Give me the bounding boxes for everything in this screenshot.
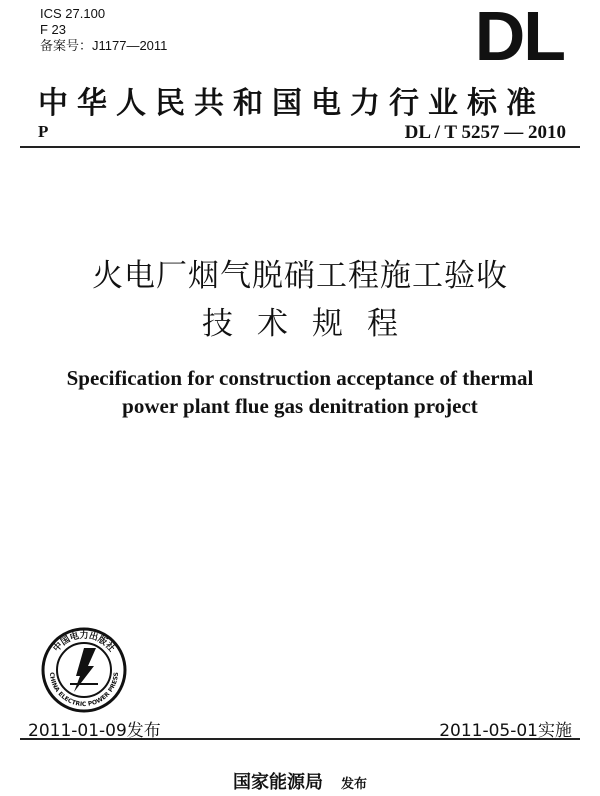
publisher-name: 国家能源局	[232, 772, 323, 793]
english-title-line-1: Specification for construction acceptance of thermal	[66, 366, 534, 390]
record-number: 备案号：J1177—2011	[40, 38, 168, 53]
svg-text:CHINA ELECTRIC POWER PRESS: CHINA ELECTRIC POWER PRESS	[47, 671, 121, 709]
implementation-date: 2011-05-01实施	[439, 721, 572, 741]
dl-logo: DL	[474, 0, 564, 75]
category-code: P	[38, 122, 49, 141]
publisher-seal-icon	[40, 626, 128, 714]
ccs-code: F 23	[40, 22, 67, 37]
svg-text:中国电力出版社: 中国电力出版社	[51, 631, 117, 655]
industry-standard-title: 中华人民共和国电力行业标准	[38, 86, 545, 121]
chinese-title-line-2: 技术规程	[202, 306, 422, 342]
ics-code: ICS 27.100	[40, 6, 106, 21]
english-title-line-2: power plant flue gas denitration project	[122, 394, 478, 418]
header-divider	[20, 146, 580, 148]
chinese-title-line-1: 火电厂烟气脱硝工程施工验收	[92, 258, 508, 294]
publisher-action: 发布	[340, 777, 367, 792]
publisher-line	[0, 768, 600, 794]
issue-date: 2011-01-09发布	[28, 721, 161, 741]
standard-number: DL / T 5257 — 2010	[404, 122, 566, 143]
